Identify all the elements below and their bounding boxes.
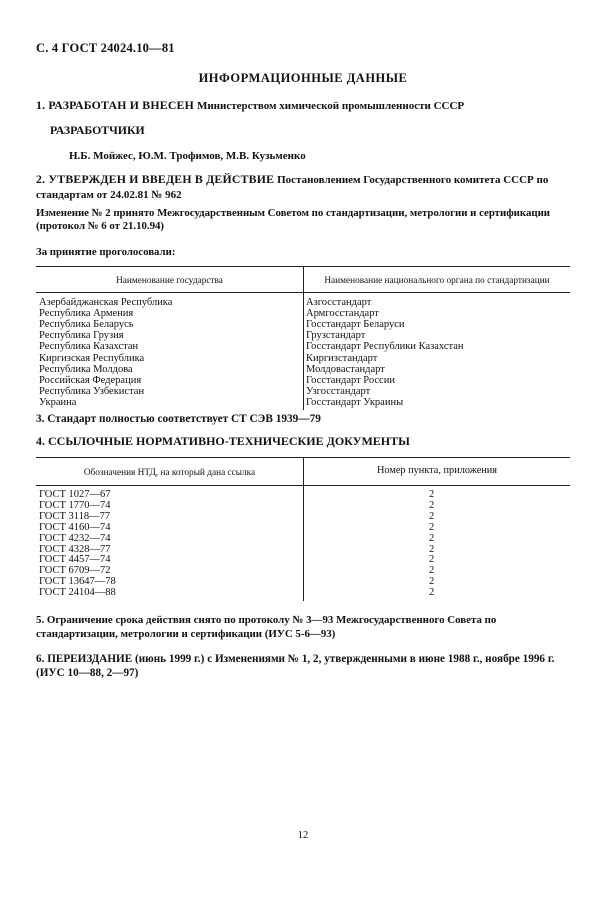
refs-table-doc-cell: ГОСТ 24104—88 bbox=[39, 587, 116, 599]
section-5: 5. Ограничение срока действия снято по протоколу № 3—93 Межгосударственного Совета по стандартизации, метрологии и сертификации (ИУС 5-6—93) bbox=[36, 614, 497, 640]
states-table-body-cell: Узгосстандарт bbox=[306, 385, 371, 397]
states-table-state-cell: Азербайджанская Республика bbox=[39, 297, 173, 308]
section-1-lead: 1. РАЗРАБОТАН И ВНЕСЕН bbox=[36, 98, 194, 112]
states-table-body-cell: Госстандарт России bbox=[306, 374, 395, 386]
page-title: ИНФОРМАЦИОННЫЕ ДАННЫЕ bbox=[198, 71, 408, 85]
section-4-title: 4. ССЫЛОЧНЫЕ НОРМАТИВНО-ТЕХНИЧЕСКИЕ ДОКУМЕНТЫ bbox=[36, 434, 410, 448]
states-table-header-rule bbox=[36, 292, 570, 293]
section-2-lead: 2. УТВЕРЖДЕН И ВВЕДЕН В ДЕЙСТВИЕ bbox=[36, 172, 275, 186]
refs-table-doc-cell: ГОСТ 3118—77 bbox=[39, 510, 111, 522]
refs-table-header-item: Номер пункта, приложения bbox=[376, 465, 498, 476]
states-table-state-cell: Киргизская Республика bbox=[39, 352, 145, 364]
states-table-body-cell: Армгосстандарт bbox=[306, 308, 379, 320]
refs-table-item-cell: 2 bbox=[429, 521, 435, 533]
refs-table-item-cell: 2 bbox=[429, 576, 435, 588]
section-3: 3. Стандарт полностью соответствует СТ СЭВ 1939—79 bbox=[36, 413, 321, 425]
states-table-state-cell: Республика Молдова bbox=[39, 363, 133, 375]
states-table-header-body: Наименование национального органа по стандартизации bbox=[324, 276, 550, 286]
states-table-state-cell: Украина bbox=[39, 396, 77, 408]
states-table-body-cell: Госстандарт Республики Казахстан bbox=[306, 341, 464, 353]
section-1 bbox=[36, 98, 576, 113]
refs-table-item-cell: 2 bbox=[429, 543, 435, 555]
refs-table-doc-cell: ГОСТ 6709—72 bbox=[39, 565, 111, 577]
developers-list: Н.Б. Мойжес, Ю.М. Трофимов, М.В. Кузьменко bbox=[69, 150, 306, 162]
refs-table-doc-cell: ГОСТ 1770—74 bbox=[39, 499, 111, 511]
refs-table-divider bbox=[303, 457, 304, 601]
refs-table-item-cell: 2 bbox=[429, 499, 435, 511]
states-table-body-cell: Азгосстандарт bbox=[306, 297, 372, 308]
section-2-text: Постановлением Государственного комитета СССР по стандартам от 24.02.81 № 962 bbox=[36, 174, 549, 201]
section-6: 6. ПЕРЕИЗДАНИЕ (июнь 1999 г.) с Изменениями № 1, 2, утвержденными в июне 1988 г., ноябре 1996 г. (ИУС 10—88, 2—97) bbox=[36, 653, 555, 679]
states-table-body-cell: Киргизстандарт bbox=[306, 352, 378, 364]
refs-table-doc-cell: ГОСТ 1027—67 bbox=[39, 489, 111, 500]
section-1-text: Министерством химической промышленности СССР bbox=[196, 100, 465, 112]
refs-table-item-cell: 2 bbox=[429, 554, 435, 566]
refs-table-item-cell: 2 bbox=[429, 532, 435, 544]
refs-table-doc-cell: ГОСТ 4457—74 bbox=[39, 554, 111, 566]
refs-table-doc-cell: ГОСТ 13647—78 bbox=[39, 576, 116, 588]
refs-table-item-cell: 2 bbox=[429, 510, 435, 522]
states-table-body-cell: Госстандарт Беларуси bbox=[306, 319, 405, 331]
voted-label: За принятие проголосовали: bbox=[36, 246, 176, 258]
states-table-state-cell: Республика Грузия bbox=[39, 330, 124, 342]
refs-table-header-rule bbox=[36, 485, 570, 486]
states-table-state-cell: Республика Казахстан bbox=[39, 341, 139, 353]
states-table-state-cell: Республика Беларусь bbox=[39, 319, 134, 331]
states-table-body-cell: Грузстандарт bbox=[306, 330, 366, 342]
developers-label: РАЗРАБОТЧИКИ bbox=[50, 123, 145, 137]
page-number: 12 bbox=[297, 830, 309, 841]
states-table-state-cell: Российская Федерация bbox=[39, 374, 142, 386]
refs-table-doc-cell: ГОСТ 4160—74 bbox=[39, 521, 111, 533]
refs-table-item-cell: 2 bbox=[429, 565, 435, 577]
states-table-state-cell: Республика Армения bbox=[39, 308, 134, 320]
change-note: Изменение № 2 принято Межгосударственным Советом по стандартизации, метрологии и сертификации (протокол № 6 от 21.10.94) bbox=[36, 207, 551, 232]
refs-table-item-cell: 2 bbox=[429, 587, 435, 599]
refs-table-header-doc: Обозначения НТД, на который дана ссылка bbox=[83, 468, 256, 478]
refs-table-item-cell: 2 bbox=[429, 489, 435, 500]
states-table-state-cell: Республика Узбекистан bbox=[39, 385, 145, 397]
states-table-body-cell: Госстандарт Украины bbox=[306, 396, 404, 408]
states-table-header-state: Наименование государства bbox=[116, 276, 223, 286]
document-header-code: С. 4 ГОСТ 24024.10—81 bbox=[36, 41, 175, 55]
states-table-divider bbox=[303, 266, 304, 410]
states-table-body-cell: Молдовастандарт bbox=[306, 363, 385, 375]
refs-table-doc-cell: ГОСТ 4328—77 bbox=[39, 543, 111, 555]
section-2 bbox=[36, 172, 572, 202]
refs-table-doc-cell: ГОСТ 4232—74 bbox=[39, 532, 111, 544]
